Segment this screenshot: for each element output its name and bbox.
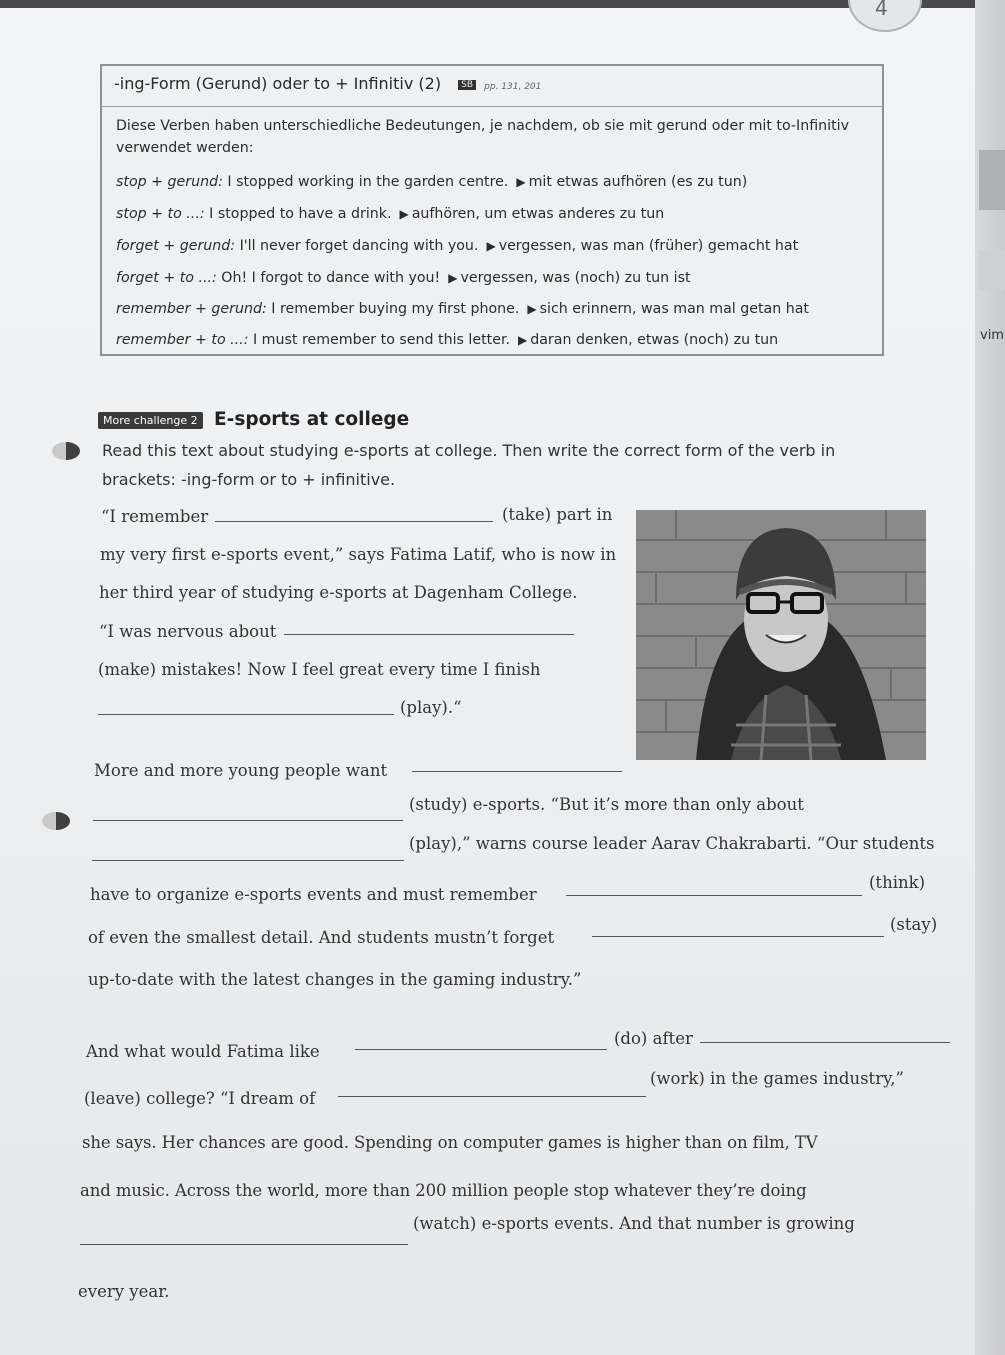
text-line: (think) xyxy=(869,873,926,892)
grammar-rule: remember + gerund: I remember buying my first phone. ▶ sich erinnern, was man mal getan hat xyxy=(116,301,809,317)
text-line: And what would Fatima like xyxy=(86,1042,320,1061)
arrow-icon: ▶ xyxy=(448,271,458,285)
level-indicator-icon xyxy=(52,442,80,460)
text-line: her third year of studying e-sports at Dagenham College. xyxy=(99,583,578,602)
page-number-tab xyxy=(848,0,922,32)
arrow-icon: ▶ xyxy=(486,239,496,253)
text-line: and music. Across the world, more than 200 million people stop whatever they’re doing xyxy=(80,1181,807,1200)
text-line: “I was nervous about xyxy=(99,622,277,641)
text-line: (leave) college? “I dream of xyxy=(84,1089,316,1108)
reference-pages: pp. 131, 201 xyxy=(484,82,542,92)
answer-blank[interactable] xyxy=(92,860,404,861)
text-line: (do) after xyxy=(614,1029,693,1048)
level-indicator-icon xyxy=(42,812,70,830)
grammar-rule: forget + gerund: I'll never forget dancing with you. ▶ vergessen, was man (früher) gemacht hat xyxy=(116,238,799,254)
answer-blank[interactable] xyxy=(355,1049,607,1050)
text-line: (play),” warns course leader Aarav Chakrabarti. “Our students xyxy=(409,834,935,853)
text-line: (make) mistakes! Now I feel great every time I finish xyxy=(98,660,541,679)
text-line: (take) part in xyxy=(502,505,613,524)
answer-blank[interactable] xyxy=(284,634,574,635)
divider xyxy=(102,106,882,107)
grammar-rule: stop + gerund: I stopped working in the garden centre. ▶ mit etwas aufhören (es zu tun) xyxy=(116,174,748,190)
instruction-line-1: Read this text about studying e-sports at college. Then write the correct form of the verb in xyxy=(102,441,836,460)
text-line: she says. Her chances are good. Spending on computer games is higher than on film, TV xyxy=(82,1133,818,1152)
text-line: (watch) e-sports events. And that number is growing xyxy=(413,1214,855,1233)
grammar-rule: remember + to ...: I must remember to send this letter. ▶ daran denken, etwas (noch) zu tun xyxy=(116,332,779,348)
arrow-icon: ▶ xyxy=(516,175,526,189)
grammar-intro: Diese Verben haben unterschiedliche Bedeutungen, je nachdem, ob sie mit gerund oder mit to-Infinitiv xyxy=(116,118,849,134)
arrow-icon: ▶ xyxy=(527,302,537,316)
answer-blank[interactable] xyxy=(700,1042,950,1043)
grammar-box xyxy=(100,64,884,356)
answer-blank[interactable] xyxy=(80,1244,408,1245)
text-line: (stay) xyxy=(890,915,938,934)
grammar-intro-2: verwendet werden: xyxy=(116,140,254,156)
student-photo xyxy=(636,510,926,760)
text-line: every year. xyxy=(78,1282,170,1301)
top-edge xyxy=(0,0,980,8)
adjacent-page-edge xyxy=(975,0,1005,1355)
page-number: 4 xyxy=(875,0,888,20)
grammar-rule: stop + to ...: I stopped to have a drink. ▶ aufhören, um etwas anderes zu tun xyxy=(116,206,665,222)
answer-blank[interactable] xyxy=(93,820,403,821)
answer-blank[interactable] xyxy=(412,771,622,772)
answer-blank[interactable] xyxy=(592,936,884,937)
book-icon: SB xyxy=(458,80,476,90)
text-line: (play).“ xyxy=(400,698,462,717)
arrow-icon: ▶ xyxy=(518,333,528,347)
text-line: my very first e-sports event,” says Fatima Latif, who is now in xyxy=(100,545,617,564)
grammar-title: -ing-Form (Gerund) oder to + Infinitiv (2) SB pp. 131, 201 xyxy=(114,74,542,93)
answer-blank[interactable] xyxy=(338,1096,646,1097)
answer-blank[interactable] xyxy=(566,895,862,896)
text-line: More and more young people want xyxy=(94,761,388,780)
text-line: “I remember xyxy=(101,507,209,526)
answer-blank[interactable] xyxy=(98,714,394,715)
text-line: have to organize e-sports events and must remember xyxy=(90,885,537,904)
challenge-badge: More challenge 2 xyxy=(98,412,203,429)
text-line: (study) e-sports. “But it’s more than only about xyxy=(409,795,804,814)
text-line: (work) in the games industry,” xyxy=(650,1069,904,1088)
text-line: of even the smallest detail. And students mustn’t forget xyxy=(88,928,555,947)
exercise-title: E-sports at college xyxy=(214,409,410,430)
grammar-rule: forget + to ...: Oh! I forgot to dance with you! ▶ vergessen, was (noch) zu tun ist xyxy=(116,270,691,286)
arrow-icon: ▶ xyxy=(399,207,409,221)
instruction-line-2: brackets: -ing-form or to + infinitive. xyxy=(102,470,396,489)
answer-blank[interactable] xyxy=(215,521,493,522)
text-line: up-to-date with the latest changes in the gaming industry.” xyxy=(88,970,582,989)
margin-note: vim xyxy=(980,328,1004,343)
